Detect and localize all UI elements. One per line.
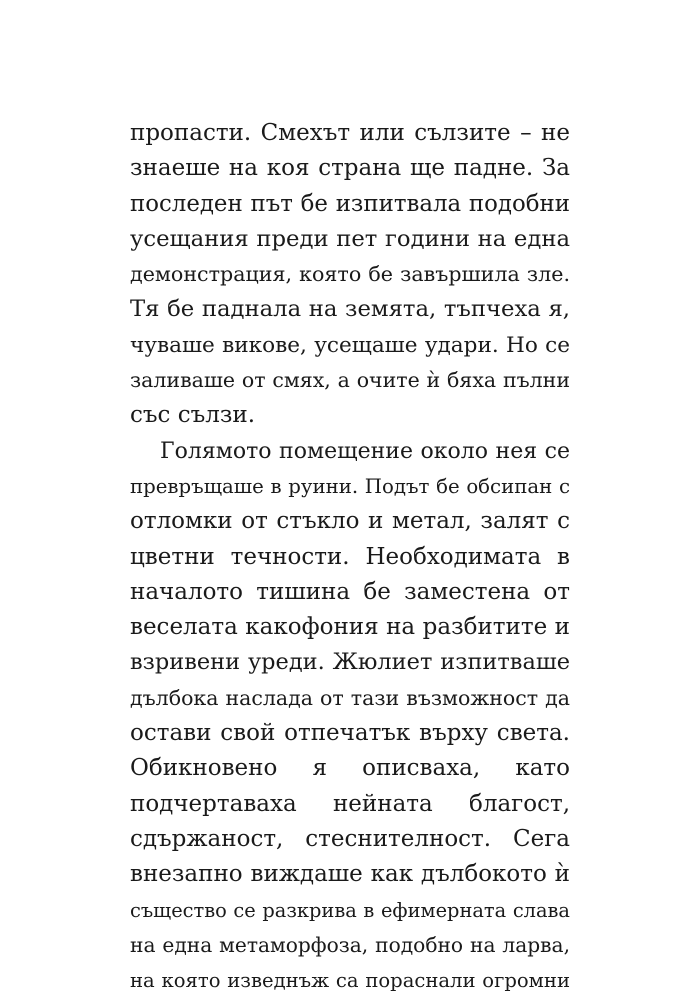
text-line: отломки от стъкло и метал, залят с bbox=[130, 508, 570, 535]
text-line: на която изведнъж са пораснали огромни bbox=[130, 969, 570, 993]
text-line: взривени уреди. Жюлиет изпитваше bbox=[130, 649, 570, 676]
text-line: превръщаше в руини. Подът бе обсипан с bbox=[130, 474, 570, 498]
text-line: усещания преди пет години на една bbox=[130, 225, 570, 252]
text-line: заливаше от смях, а очите ѝ бяха пълни bbox=[130, 368, 570, 393]
text-line: със сълзи. bbox=[130, 402, 256, 429]
text-line: демонстрация, която бе завършила зле. bbox=[130, 262, 570, 287]
text-line: остави свой отпечатък върху света. bbox=[130, 720, 570, 747]
text-line: дълбока наслада от тази възможност да bbox=[130, 685, 570, 710]
text-line: последен път бе изпитвала подобни bbox=[130, 190, 570, 217]
text-line: пропасти. Смехът или сълзите – не bbox=[130, 120, 570, 146]
text-line: чуваше викове, усещаше удари. Но се bbox=[130, 332, 570, 358]
paragraph-2 bbox=[130, 434, 570, 998]
text-line: същество се разкрива в ефимерната слава bbox=[130, 898, 570, 922]
text-line: знаеше на коя страна ще падне. За bbox=[130, 155, 570, 182]
text-line: началото тишина бе заместена от bbox=[130, 578, 570, 605]
text-line: Обикновено я описваха, като bbox=[130, 755, 570, 782]
text-line: веселата какофония на разбитите и bbox=[130, 614, 570, 641]
text-line: сдържаност, стеснителност. Сега bbox=[130, 825, 570, 852]
paragraph-1 bbox=[130, 116, 570, 434]
text-line: на една метаморфоза, подобно на ларва, bbox=[130, 932, 570, 957]
text-line: Тя бе паднала на земята, тъпчеха я, bbox=[130, 296, 570, 323]
text-line: цветни течности. Необходимата в bbox=[130, 543, 570, 570]
body-text bbox=[130, 116, 570, 998]
text-line: Голямото помещение около нея се bbox=[160, 438, 570, 464]
text-line: подчертаваха нейната благост, bbox=[130, 790, 570, 817]
text-line: внезапно виждаше как дълбокото ѝ bbox=[130, 861, 570, 888]
